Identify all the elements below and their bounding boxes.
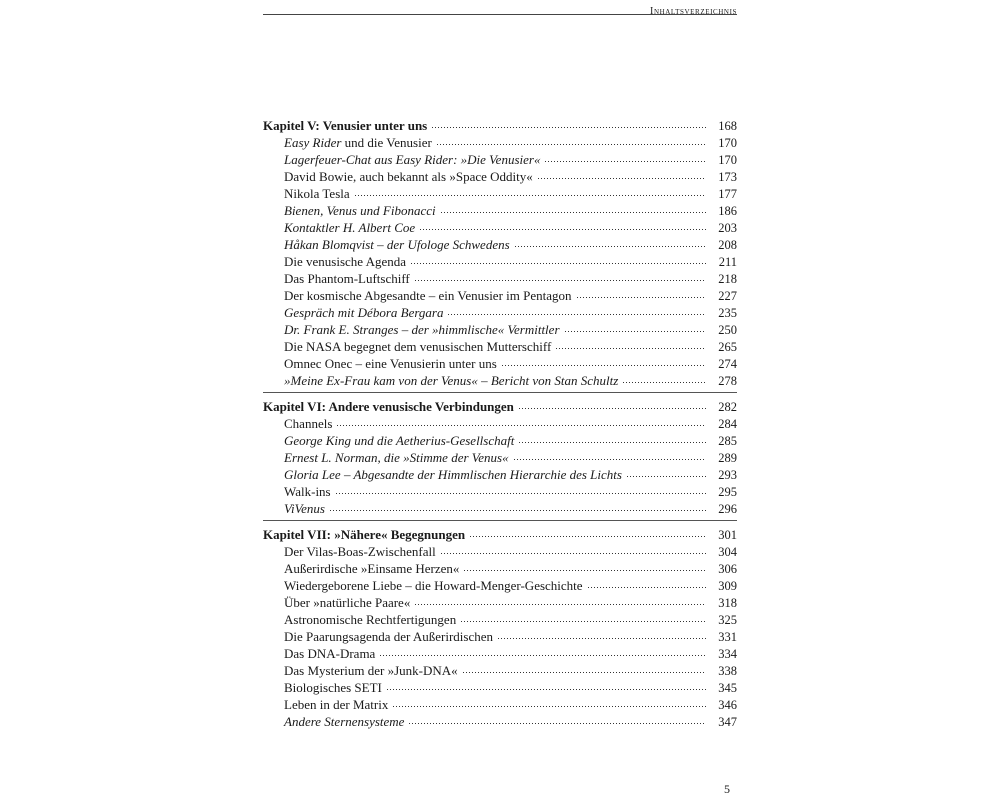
title-segment: Außerirdische »Einsame Herzen« <box>284 561 460 576</box>
toc-entry-page-number: 208 <box>718 238 737 252</box>
toc-entry-page-number: 346 <box>718 698 737 712</box>
dot-leader <box>379 654 706 657</box>
toc-entry-page-number: 218 <box>718 272 737 286</box>
toc-chapter <box>263 520 737 733</box>
toc-entry[interactable] <box>263 679 737 696</box>
title-segment: »Meine Ex-Frau kam von der Venus« – Bericht von Stan Schultz <box>284 373 619 388</box>
title-segment: Omnec Onec – eine Venusierin unter uns <box>284 356 497 371</box>
toc-entry-title <box>263 577 583 594</box>
chapter-page-number: 282 <box>718 400 737 414</box>
title-segment: Kontaktler H. Albert Coe <box>284 220 416 235</box>
toc-entry-title <box>263 432 514 449</box>
title-segment: George King und die Aetherius-Gesellschaft <box>284 433 515 448</box>
toc-entry[interactable] <box>263 185 737 202</box>
toc-entry-title <box>263 168 533 185</box>
toc-entry-title <box>263 449 509 466</box>
toc-entry-page-number: 211 <box>718 255 737 269</box>
dot-leader <box>440 211 706 214</box>
dot-leader <box>544 160 706 163</box>
title-segment: Lagerfeuer-Chat aus Easy Rider: »Die Venusier« <box>284 152 541 167</box>
toc-entry-page-number: 304 <box>718 545 737 559</box>
dot-leader <box>501 364 706 367</box>
toc-entry-title <box>263 662 458 679</box>
title-segment: und die Venusier <box>341 135 432 150</box>
toc-entry[interactable] <box>263 151 737 168</box>
title-segment: Die Paarungsagenda der Außerirdischen <box>284 629 494 644</box>
dot-leader <box>555 347 706 350</box>
toc-entry[interactable] <box>263 202 737 219</box>
title-segment: Andere Sternensysteme <box>284 714 405 729</box>
title-segment: Der kosmische Abgesandte – ein Venusier im Pentagon <box>284 288 572 303</box>
toc-entry[interactable] <box>263 321 737 338</box>
toc-entry[interactable] <box>263 219 737 236</box>
toc-entry[interactable] <box>263 236 737 253</box>
title-segment: David Bowie, auch bekannt als »Space Oddity« <box>284 169 533 184</box>
toc-entry[interactable] <box>263 287 737 304</box>
dot-leader <box>514 245 706 248</box>
dot-leader <box>622 381 706 384</box>
toc-entry[interactable] <box>263 415 737 432</box>
dot-leader <box>497 637 706 640</box>
page-number: 5 <box>724 782 730 796</box>
toc-entry-page-number: 334 <box>718 647 737 661</box>
title-segment: Die venusische Agenda <box>284 254 407 269</box>
toc-entry[interactable] <box>263 466 737 483</box>
title-segment: Nikola Tesla <box>284 186 350 201</box>
toc-entry[interactable] <box>263 611 737 628</box>
toc-entry-title <box>263 713 404 730</box>
running-head <box>263 0 737 15</box>
toc-entry-title <box>263 679 382 696</box>
toc-entry-title <box>263 611 456 628</box>
toc-entry-page-number: 296 <box>718 502 737 516</box>
toc-entry-page-number: 285 <box>718 434 737 448</box>
dot-leader <box>576 296 706 299</box>
toc-entry-title <box>263 594 410 611</box>
toc-entry-page-number: 318 <box>718 596 737 610</box>
toc-entry[interactable] <box>263 713 737 730</box>
dot-leader <box>463 569 706 572</box>
toc-entry-title <box>263 321 560 338</box>
chapter-page-number: 301 <box>718 528 737 542</box>
toc-entry-page-number: 293 <box>718 468 737 482</box>
toc-entry-page-number: 325 <box>718 613 737 627</box>
toc-entry-title <box>263 500 325 517</box>
toc-entry-page-number: 173 <box>718 170 737 184</box>
dot-leader <box>513 458 706 461</box>
toc-entry-page-number: 289 <box>718 451 737 465</box>
toc-entry-title <box>263 287 572 304</box>
toc-entry[interactable] <box>263 338 737 355</box>
chapter-title: Kapitel V: Venusier unter uns <box>263 118 428 133</box>
toc-entry-title <box>263 483 331 500</box>
toc-entry[interactable] <box>263 355 737 372</box>
toc-entry[interactable] <box>263 594 737 611</box>
dot-leader <box>414 603 706 606</box>
dot-leader <box>431 126 706 129</box>
title-segment: Gespräch mit Débora Bergara <box>284 305 444 320</box>
toc-entry-page-number: 345 <box>718 681 737 695</box>
toc-entry-title <box>263 466 622 483</box>
title-segment: ViVenus <box>284 501 325 516</box>
title-segment: Ernest L. Norman, die »Stimme der Venus« <box>284 450 509 465</box>
toc-entry[interactable] <box>263 134 737 151</box>
dot-leader <box>354 194 706 197</box>
toc-entry[interactable] <box>263 483 737 500</box>
toc-entry-title <box>263 185 350 202</box>
toc-entry-title <box>263 270 410 287</box>
title-segment: Channels <box>284 416 333 431</box>
toc-entry[interactable] <box>263 253 737 270</box>
dot-leader <box>336 424 706 427</box>
running-head-title: Inhaltsverzeichnis <box>650 6 737 17</box>
toc-entry[interactable] <box>263 372 737 389</box>
toc-entry-page-number: 284 <box>718 417 737 431</box>
dot-leader <box>587 586 706 589</box>
toc-chapter <box>263 117 737 392</box>
toc-entry-page-number: 203 <box>718 221 737 235</box>
table-of-contents <box>263 117 737 733</box>
toc-entry-title <box>263 134 432 151</box>
toc-entry[interactable] <box>263 577 737 594</box>
toc-entry[interactable] <box>263 432 737 449</box>
toc-entry-page-number: 177 <box>718 187 737 201</box>
toc-entry-page-number: 278 <box>718 374 737 388</box>
dot-leader <box>419 228 706 231</box>
title-segment: Wiedergeborene Liebe – die Howard-Menger-Geschichte <box>284 578 583 593</box>
toc-entry-title <box>263 219 415 236</box>
toc-entry[interactable] <box>263 449 737 466</box>
dot-leader <box>335 492 706 495</box>
dot-leader <box>386 688 706 691</box>
title-segment: Der Vilas-Boas-Zwischenfall <box>284 544 436 559</box>
toc-entry[interactable] <box>263 560 737 577</box>
toc-entry-page-number: 170 <box>718 136 737 150</box>
title-segment: Die NASA begegnet dem venusischen Mutterschiff <box>284 339 552 354</box>
chapter-page-number: 168 <box>718 119 737 133</box>
toc-entry[interactable] <box>263 168 737 185</box>
toc-entry[interactable] <box>263 628 737 645</box>
toc-entry-title <box>263 560 459 577</box>
dot-leader <box>564 330 706 333</box>
toc-entry-page-number: 309 <box>718 579 737 593</box>
toc-chapter <box>263 392 737 520</box>
dot-leader <box>329 509 706 512</box>
toc-entry[interactable] <box>263 662 737 679</box>
dot-leader <box>626 475 706 478</box>
dot-leader <box>518 407 706 410</box>
title-segment: Walk-ins <box>284 484 331 499</box>
chapter-heading[interactable] <box>263 398 737 415</box>
toc-entry-title <box>263 628 493 645</box>
dot-leader <box>440 552 706 555</box>
title-segment: Über »natürliche Paare« <box>284 595 411 610</box>
toc-entry-page-number: 235 <box>718 306 737 320</box>
title-segment: Das DNA-Drama <box>284 646 376 661</box>
toc-entry-title <box>263 355 497 372</box>
title-segment: Dr. Frank E. Stranges – der »himmlische« Vermittler <box>284 322 560 337</box>
title-segment: Håkan Blomqvist – der Ufologe Schwedens <box>284 237 510 252</box>
dot-leader <box>408 722 706 725</box>
toc-entry-page-number: 295 <box>718 485 737 499</box>
toc-entry-title <box>263 543 436 560</box>
dot-leader <box>537 177 706 180</box>
toc-entry-page-number: 170 <box>718 153 737 167</box>
toc-entry-page-number: 227 <box>718 289 737 303</box>
chapter-title: Kapitel VII: »Nähere« Begegnungen <box>263 527 466 542</box>
title-segment: Gloria Lee – Abgesandte der Himmlischen Hierarchie des Lichts <box>284 467 622 482</box>
toc-entry-page-number: 338 <box>718 664 737 678</box>
dot-leader <box>392 705 706 708</box>
title-segment: Biologisches SETI <box>284 680 382 695</box>
toc-entry-page-number: 250 <box>718 323 737 337</box>
chapter-heading[interactable] <box>263 117 737 134</box>
toc-entry[interactable] <box>263 500 737 517</box>
dot-leader <box>447 313 706 316</box>
toc-entry-page-number: 331 <box>718 630 737 644</box>
toc-entry-title <box>263 645 375 662</box>
dot-leader <box>436 143 706 146</box>
toc-entry[interactable] <box>263 645 737 662</box>
toc-entry-page-number: 265 <box>718 340 737 354</box>
dot-leader <box>518 441 706 444</box>
title-segment: Bienen, Venus und Fibonacci <box>284 203 436 218</box>
toc-entry-title <box>263 338 551 355</box>
title-segment: Leben in der Matrix <box>284 697 389 712</box>
toc-entry-title <box>263 372 618 389</box>
toc-entry-title <box>263 696 388 713</box>
chapter-heading[interactable] <box>263 526 737 543</box>
toc-entry[interactable] <box>263 270 737 287</box>
title-segment: Das Mysterium der »Junk-DNA« <box>284 663 458 678</box>
dot-leader <box>469 535 706 538</box>
dot-leader <box>410 262 706 265</box>
toc-entry-title <box>263 253 406 270</box>
dot-leader <box>414 279 706 282</box>
toc-entry-page-number: 274 <box>718 357 737 371</box>
toc-entry[interactable] <box>263 696 737 713</box>
toc-entry-page-number: 186 <box>718 204 737 218</box>
toc-entry-title <box>263 202 436 219</box>
title-segment: Astronomische Rechtfertigungen <box>284 612 457 627</box>
toc-entry-title <box>263 151 540 168</box>
toc-entry-title <box>263 236 510 253</box>
dot-leader <box>460 620 706 623</box>
toc-entry-title <box>263 304 443 321</box>
toc-entry-page-number: 306 <box>718 562 737 576</box>
toc-entry-title <box>263 415 332 432</box>
toc-entry[interactable] <box>263 304 737 321</box>
toc-entry[interactable] <box>263 543 737 560</box>
dot-leader <box>462 671 706 674</box>
toc-entry-page-number: 347 <box>718 715 737 729</box>
title-segment: Easy Rider <box>284 135 342 150</box>
chapter-title: Kapitel VI: Andere venusische Verbindungen <box>263 399 514 414</box>
title-segment: Das Phantom-Luftschiff <box>284 271 410 286</box>
